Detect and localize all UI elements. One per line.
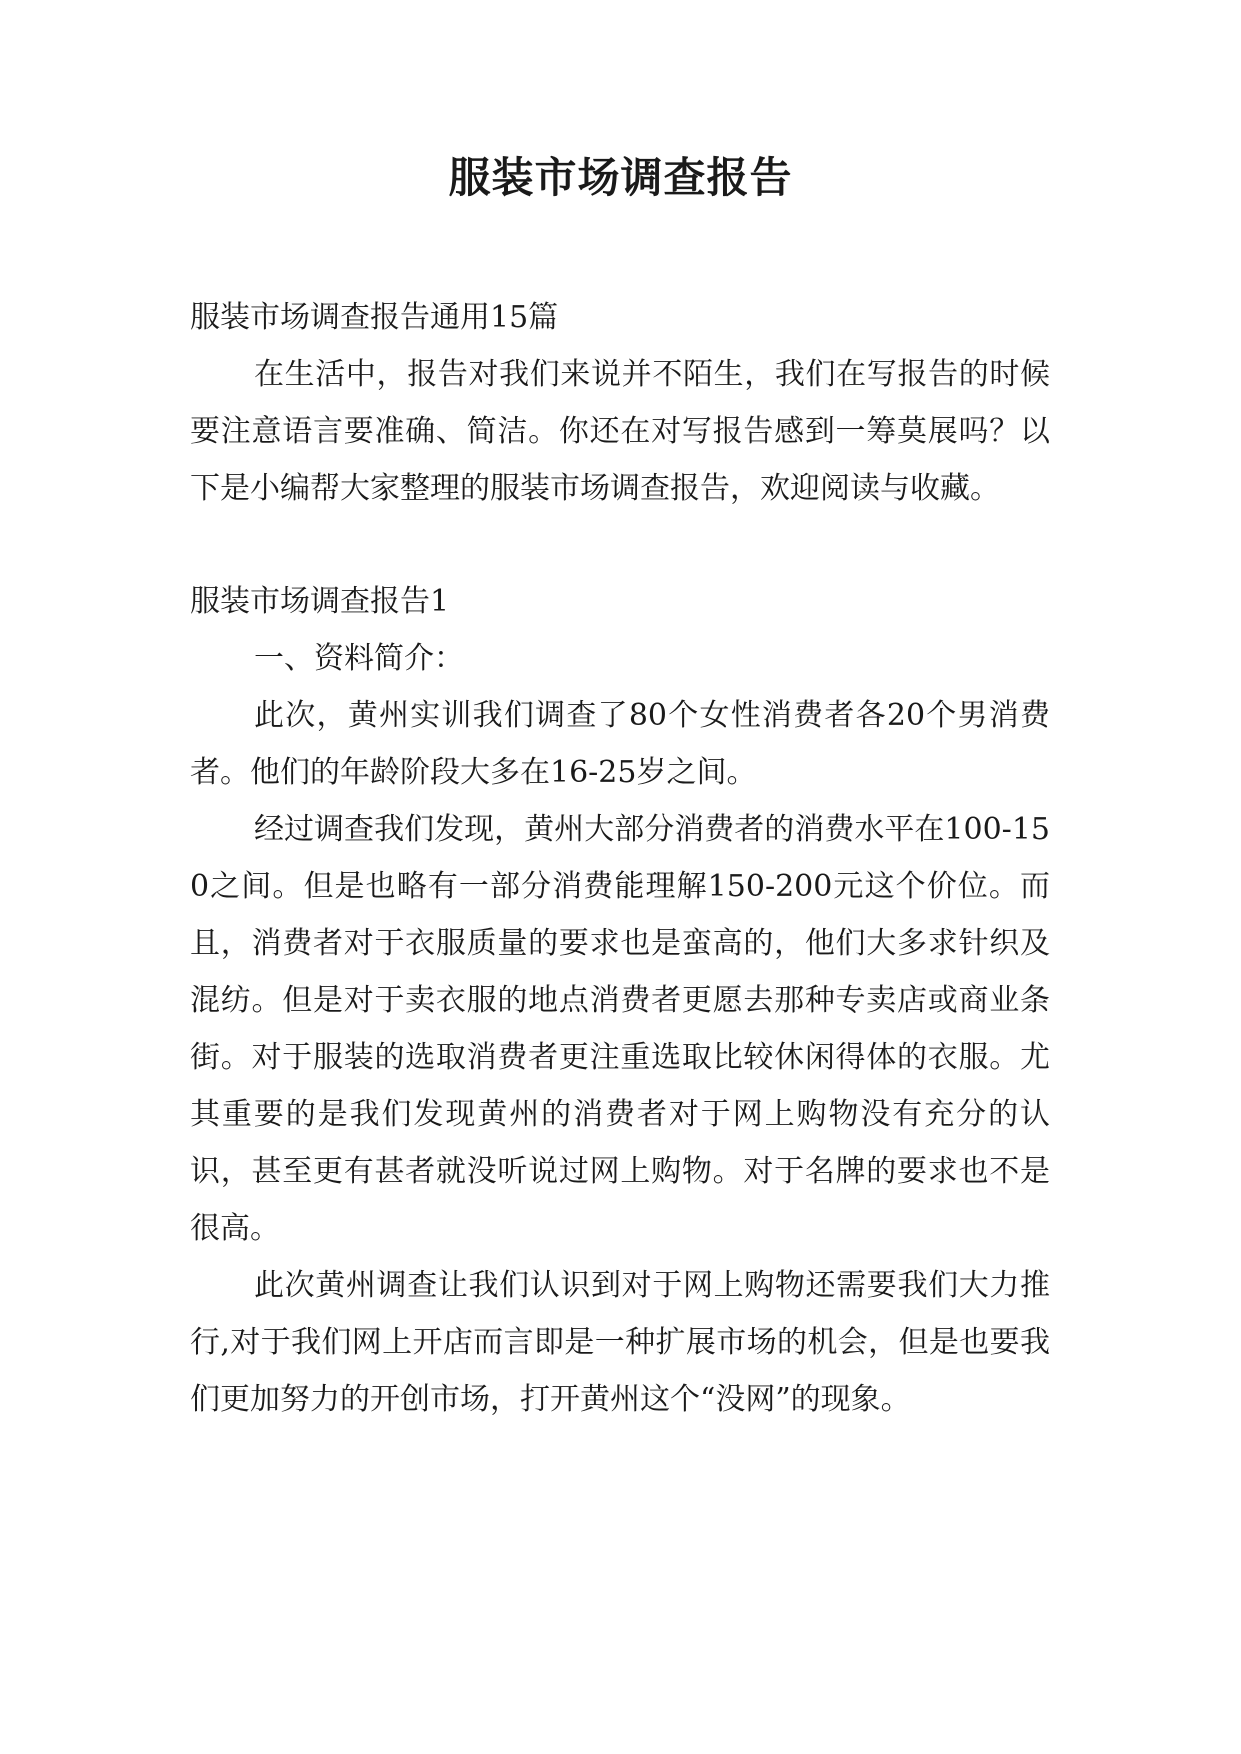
document-subtitle: 服装市场调查报告通用15篇 xyxy=(190,300,559,335)
body-paragraph: 此次黄州调查让我们认识到对于网上购物还需要我们大力推行,对于我们网上开店而言即是一种扩展市场的机会，但是也要我们更加努力的开创市场，打开黄州这个“没网”的现象。 xyxy=(190,1268,1050,1417)
body-paragraph: 此次，黄州实训我们调查了80个女性消费者各20个男消费者。他们的年龄阶段大多在16-25岁之间。 xyxy=(190,698,1050,790)
section-heading: 服装市场调查报告1 xyxy=(190,584,450,619)
document-title: 服装市场调查报告 xyxy=(448,153,793,202)
intro-paragraph: 在生活中，报告对我们来说并不陌生，我们在写报告的时候要注意语言要准确、简洁。你还在对写报告感到一筹莫展吗？以下是小编帮大家整理的服装市场调查报告，欢迎阅读与收藏。 xyxy=(190,357,1050,506)
body-paragraph: 经过调查我们发现，黄州大部分消费者的消费水平在100-150之间。但是也略有一部分消费能理解150-200元这个价位。而且，消费者对于衣服质量的要求也是蛮高的，他们大多求针织及混纺。但是对于卖衣服的地点消费者更愿去那种专卖店或商业条街。对于服装的选取消费者更注重选取比较休闲得体的衣服。尤其重要的是我们发现黄州的消费者对于网上购物没有充分的认识，甚至更有甚者就没听说过网上购物。对于名牌的要求也不是很高。 xyxy=(190,812,1050,1246)
document-body xyxy=(190,289,1050,1428)
section-subheading: 一、资料简介： xyxy=(254,641,464,676)
